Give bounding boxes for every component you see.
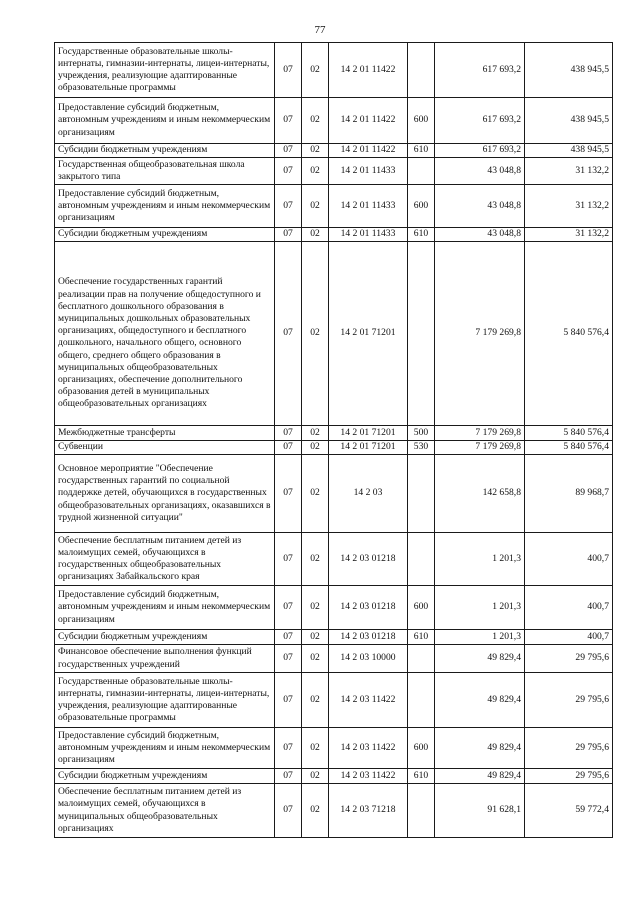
expense-type-cell bbox=[408, 673, 435, 728]
table-row bbox=[55, 455, 613, 533]
section-code-cell: 07 bbox=[275, 784, 302, 838]
amount-cell-1: 617 693,2 bbox=[435, 43, 525, 98]
expense-type-cell bbox=[408, 533, 435, 586]
amount-cell-2: 5 840 576,4 bbox=[525, 426, 613, 441]
table-row bbox=[55, 533, 613, 586]
row-name-cell: Субсидии бюджетным учреждениям bbox=[55, 630, 275, 645]
row-name-cell: Основное мероприятие "Обеспечение государственных гарантий по социальной поддержке детей, обучающихся в государственных общеобразовательных организациях, оказавшихся в трудной жизненной ситуации" bbox=[55, 455, 275, 533]
table-row bbox=[55, 673, 613, 728]
amount-cell-2: 59 772,4 bbox=[525, 784, 613, 838]
amount-cell-2: 5 840 576,4 bbox=[525, 242, 613, 426]
section-code-cell: 07 bbox=[275, 769, 302, 784]
table-row bbox=[55, 228, 613, 242]
amount-cell-2: 29 795,6 bbox=[525, 769, 613, 784]
table-row bbox=[55, 185, 613, 228]
amount-cell-1: 91 628,1 bbox=[435, 784, 525, 838]
subsection-code-cell: 02 bbox=[302, 158, 329, 185]
amount-cell-2: 89 968,7 bbox=[525, 455, 613, 533]
target-article-cell: 14 2 01 71201 bbox=[329, 242, 408, 426]
expense-type-cell: 610 bbox=[408, 630, 435, 645]
subsection-code-cell: 02 bbox=[302, 728, 329, 769]
amount-cell-1: 617 693,2 bbox=[435, 144, 525, 158]
section-code-cell: 07 bbox=[275, 185, 302, 228]
amount-cell-2: 29 795,6 bbox=[525, 645, 613, 673]
section-code-cell: 07 bbox=[275, 158, 302, 185]
amount-cell-2: 438 945,5 bbox=[525, 98, 613, 144]
amount-cell-2: 31 132,2 bbox=[525, 185, 613, 228]
amount-cell-2: 5 840 576,4 bbox=[525, 441, 613, 455]
section-code-cell: 07 bbox=[275, 441, 302, 455]
amount-cell-1: 1 201,3 bbox=[435, 586, 525, 630]
subsection-code-cell: 02 bbox=[302, 455, 329, 533]
table-body bbox=[55, 43, 613, 838]
row-name-cell: Предоставление субсидий бюджетным, автономным учреждениям и иным некоммерческим организациям bbox=[55, 185, 275, 228]
expense-type-cell bbox=[408, 784, 435, 838]
row-name-cell: Субсидии бюджетным учреждениям bbox=[55, 144, 275, 158]
amount-cell-1: 49 829,4 bbox=[435, 645, 525, 673]
subsection-code-cell: 02 bbox=[302, 98, 329, 144]
table-row bbox=[55, 242, 613, 426]
row-name-cell: Субсидии бюджетным учреждениям bbox=[55, 228, 275, 242]
subsection-code-cell: 02 bbox=[302, 242, 329, 426]
table-row bbox=[55, 784, 613, 838]
expense-type-cell: 600 bbox=[408, 98, 435, 144]
expense-type-cell bbox=[408, 242, 435, 426]
target-article-cell: 14 2 01 11433 bbox=[329, 228, 408, 242]
expense-type-cell: 500 bbox=[408, 426, 435, 441]
target-article-cell: 14 2 03 11422 bbox=[329, 728, 408, 769]
target-article-cell: 14 2 01 71201 bbox=[329, 426, 408, 441]
expense-type-cell: 600 bbox=[408, 586, 435, 630]
section-code-cell: 07 bbox=[275, 455, 302, 533]
table-row bbox=[55, 586, 613, 630]
row-name-cell: Обеспечение государственных гарантий реализации прав на получение общедоступного и бесплатного дошкольного образования в муниципальных дошкольных образовательных организациях, общедоступного и бесплатного дошкольного, начального общего, основного общего, среднего общего образования в муниципальных общеобразовательных организациях, обеспечение дополнительного образования детей в муниципальных общеобразовательных организациях bbox=[55, 242, 275, 426]
amount-cell-1: 7 179 269,8 bbox=[435, 441, 525, 455]
amount-cell-1: 43 048,8 bbox=[435, 228, 525, 242]
subsection-code-cell: 02 bbox=[302, 533, 329, 586]
target-article-cell: 14 2 03 10000 bbox=[329, 645, 408, 673]
expense-type-cell: 610 bbox=[408, 769, 435, 784]
table-row bbox=[55, 144, 613, 158]
target-article-cell: 14 2 03 11422 bbox=[329, 769, 408, 784]
section-code-cell: 07 bbox=[275, 426, 302, 441]
section-code-cell: 07 bbox=[275, 144, 302, 158]
subsection-code-cell: 02 bbox=[302, 185, 329, 228]
amount-cell-1: 49 829,4 bbox=[435, 769, 525, 784]
amount-cell-1: 617 693,2 bbox=[435, 98, 525, 144]
amount-cell-2: 400,7 bbox=[525, 533, 613, 586]
row-name-cell: Обеспечение бесплатным питанием детей из малоимущих семей, обучающихся в государственных общеобразовательных организациях Забайкальского края bbox=[55, 533, 275, 586]
subsection-code-cell: 02 bbox=[302, 673, 329, 728]
amount-cell-2: 31 132,2 bbox=[525, 228, 613, 242]
target-article-cell: 14 2 01 11433 bbox=[329, 185, 408, 228]
section-code-cell: 07 bbox=[275, 98, 302, 144]
table-row bbox=[55, 769, 613, 784]
table-row bbox=[55, 728, 613, 769]
amount-cell-2: 29 795,6 bbox=[525, 673, 613, 728]
target-article-cell: 14 2 01 11422 bbox=[329, 98, 408, 144]
subsection-code-cell: 02 bbox=[302, 426, 329, 441]
target-article-cell: 14 2 01 11433 bbox=[329, 158, 408, 185]
subsection-code-cell: 02 bbox=[302, 144, 329, 158]
subsection-code-cell: 02 bbox=[302, 43, 329, 98]
expense-type-cell bbox=[408, 455, 435, 533]
expense-type-cell: 530 bbox=[408, 441, 435, 455]
subsection-code-cell: 02 bbox=[302, 630, 329, 645]
amount-cell-2: 438 945,5 bbox=[525, 43, 613, 98]
section-code-cell: 07 bbox=[275, 586, 302, 630]
row-name-cell: Государственная общеобразовательная школа закрытого типа bbox=[55, 158, 275, 185]
amount-cell-1: 7 179 269,8 bbox=[435, 426, 525, 441]
target-article-cell: 14 2 01 71201 bbox=[329, 441, 408, 455]
target-article-cell: 14 2 03 11422 bbox=[329, 673, 408, 728]
subsection-code-cell: 02 bbox=[302, 784, 329, 838]
table-row bbox=[55, 43, 613, 98]
amount-cell-1: 1 201,3 bbox=[435, 533, 525, 586]
expense-type-cell: 600 bbox=[408, 728, 435, 769]
amount-cell-2: 400,7 bbox=[525, 630, 613, 645]
subsection-code-cell: 02 bbox=[302, 769, 329, 784]
row-name-cell: Предоставление субсидий бюджетным, автономным учреждениям и иным некоммерческим организациям bbox=[55, 98, 275, 144]
expense-type-cell bbox=[408, 43, 435, 98]
table-row bbox=[55, 98, 613, 144]
row-name-cell: Обеспечение бесплатным питанием детей из малоимущих семей, обучающихся в муниципальных общеобразовательных организациях bbox=[55, 784, 275, 838]
table-row bbox=[55, 426, 613, 441]
page-number: 77 bbox=[314, 24, 326, 36]
target-article-cell: 14 2 01 11422 bbox=[329, 144, 408, 158]
table-row bbox=[55, 645, 613, 673]
table-row bbox=[55, 158, 613, 185]
amount-cell-1: 142 658,8 bbox=[435, 455, 525, 533]
target-article-cell: 14 2 03 01218 bbox=[329, 586, 408, 630]
target-article-cell: 14 2 03 71218 bbox=[329, 784, 408, 838]
section-code-cell: 07 bbox=[275, 645, 302, 673]
subsection-code-cell: 02 bbox=[302, 586, 329, 630]
subsection-code-cell: 02 bbox=[302, 645, 329, 673]
target-article-cell: 14 2 01 11422 bbox=[329, 43, 408, 98]
table-row bbox=[55, 441, 613, 455]
amount-cell-1: 49 829,4 bbox=[435, 673, 525, 728]
amount-cell-1: 43 048,8 bbox=[435, 158, 525, 185]
row-name-cell: Предоставление субсидий бюджетным, автономным учреждениям и иным некоммерческим организациям bbox=[55, 586, 275, 630]
expense-type-cell: 610 bbox=[408, 144, 435, 158]
section-code-cell: 07 bbox=[275, 242, 302, 426]
section-code-cell: 07 bbox=[275, 533, 302, 586]
row-name-cell: Субвенции bbox=[55, 441, 275, 455]
subsection-code-cell: 02 bbox=[302, 228, 329, 242]
subsection-code-cell: 02 bbox=[302, 441, 329, 455]
budget-table bbox=[54, 42, 613, 838]
row-name-cell: Субсидии бюджетным учреждениям bbox=[55, 769, 275, 784]
row-name-cell: Предоставление субсидий бюджетным, автономным учреждениям и иным некоммерческим организациям bbox=[55, 728, 275, 769]
expense-type-cell bbox=[408, 645, 435, 673]
amount-cell-2: 400,7 bbox=[525, 586, 613, 630]
amount-cell-1: 1 201,3 bbox=[435, 630, 525, 645]
amount-cell-1: 49 829,4 bbox=[435, 728, 525, 769]
amount-cell-1: 7 179 269,8 bbox=[435, 242, 525, 426]
target-article-cell: 14 2 03 01218 bbox=[329, 533, 408, 586]
amount-cell-2: 29 795,6 bbox=[525, 728, 613, 769]
section-code-cell: 07 bbox=[275, 228, 302, 242]
target-article-cell: 14 2 03 01218 bbox=[329, 630, 408, 645]
expense-type-cell: 600 bbox=[408, 185, 435, 228]
amount-cell-2: 438 945,5 bbox=[525, 144, 613, 158]
amount-cell-1: 43 048,8 bbox=[435, 185, 525, 228]
target-article-cell: 14 2 03 bbox=[329, 455, 408, 533]
section-code-cell: 07 bbox=[275, 43, 302, 98]
row-name-cell: Государственные образовательные школы-интернаты, гимназии-интернаты, лицеи-интернаты, учреждения, реализующие адаптированные образовательные программы bbox=[55, 673, 275, 728]
expense-type-cell: 610 bbox=[408, 228, 435, 242]
row-name-cell: Финансовое обеспечение выполнения функций государственных учреждений bbox=[55, 645, 275, 673]
table-row bbox=[55, 630, 613, 645]
section-code-cell: 07 bbox=[275, 728, 302, 769]
section-code-cell: 07 bbox=[275, 630, 302, 645]
section-code-cell: 07 bbox=[275, 673, 302, 728]
expense-type-cell bbox=[408, 158, 435, 185]
amount-cell-2: 31 132,2 bbox=[525, 158, 613, 185]
row-name-cell: Межбюджетные трансферты bbox=[55, 426, 275, 441]
row-name-cell: Государственные образовательные школы-интернаты, гимназии-интернаты, лицеи-интернаты, учреждения, реализующие адаптированные образовательные программы bbox=[55, 43, 275, 98]
